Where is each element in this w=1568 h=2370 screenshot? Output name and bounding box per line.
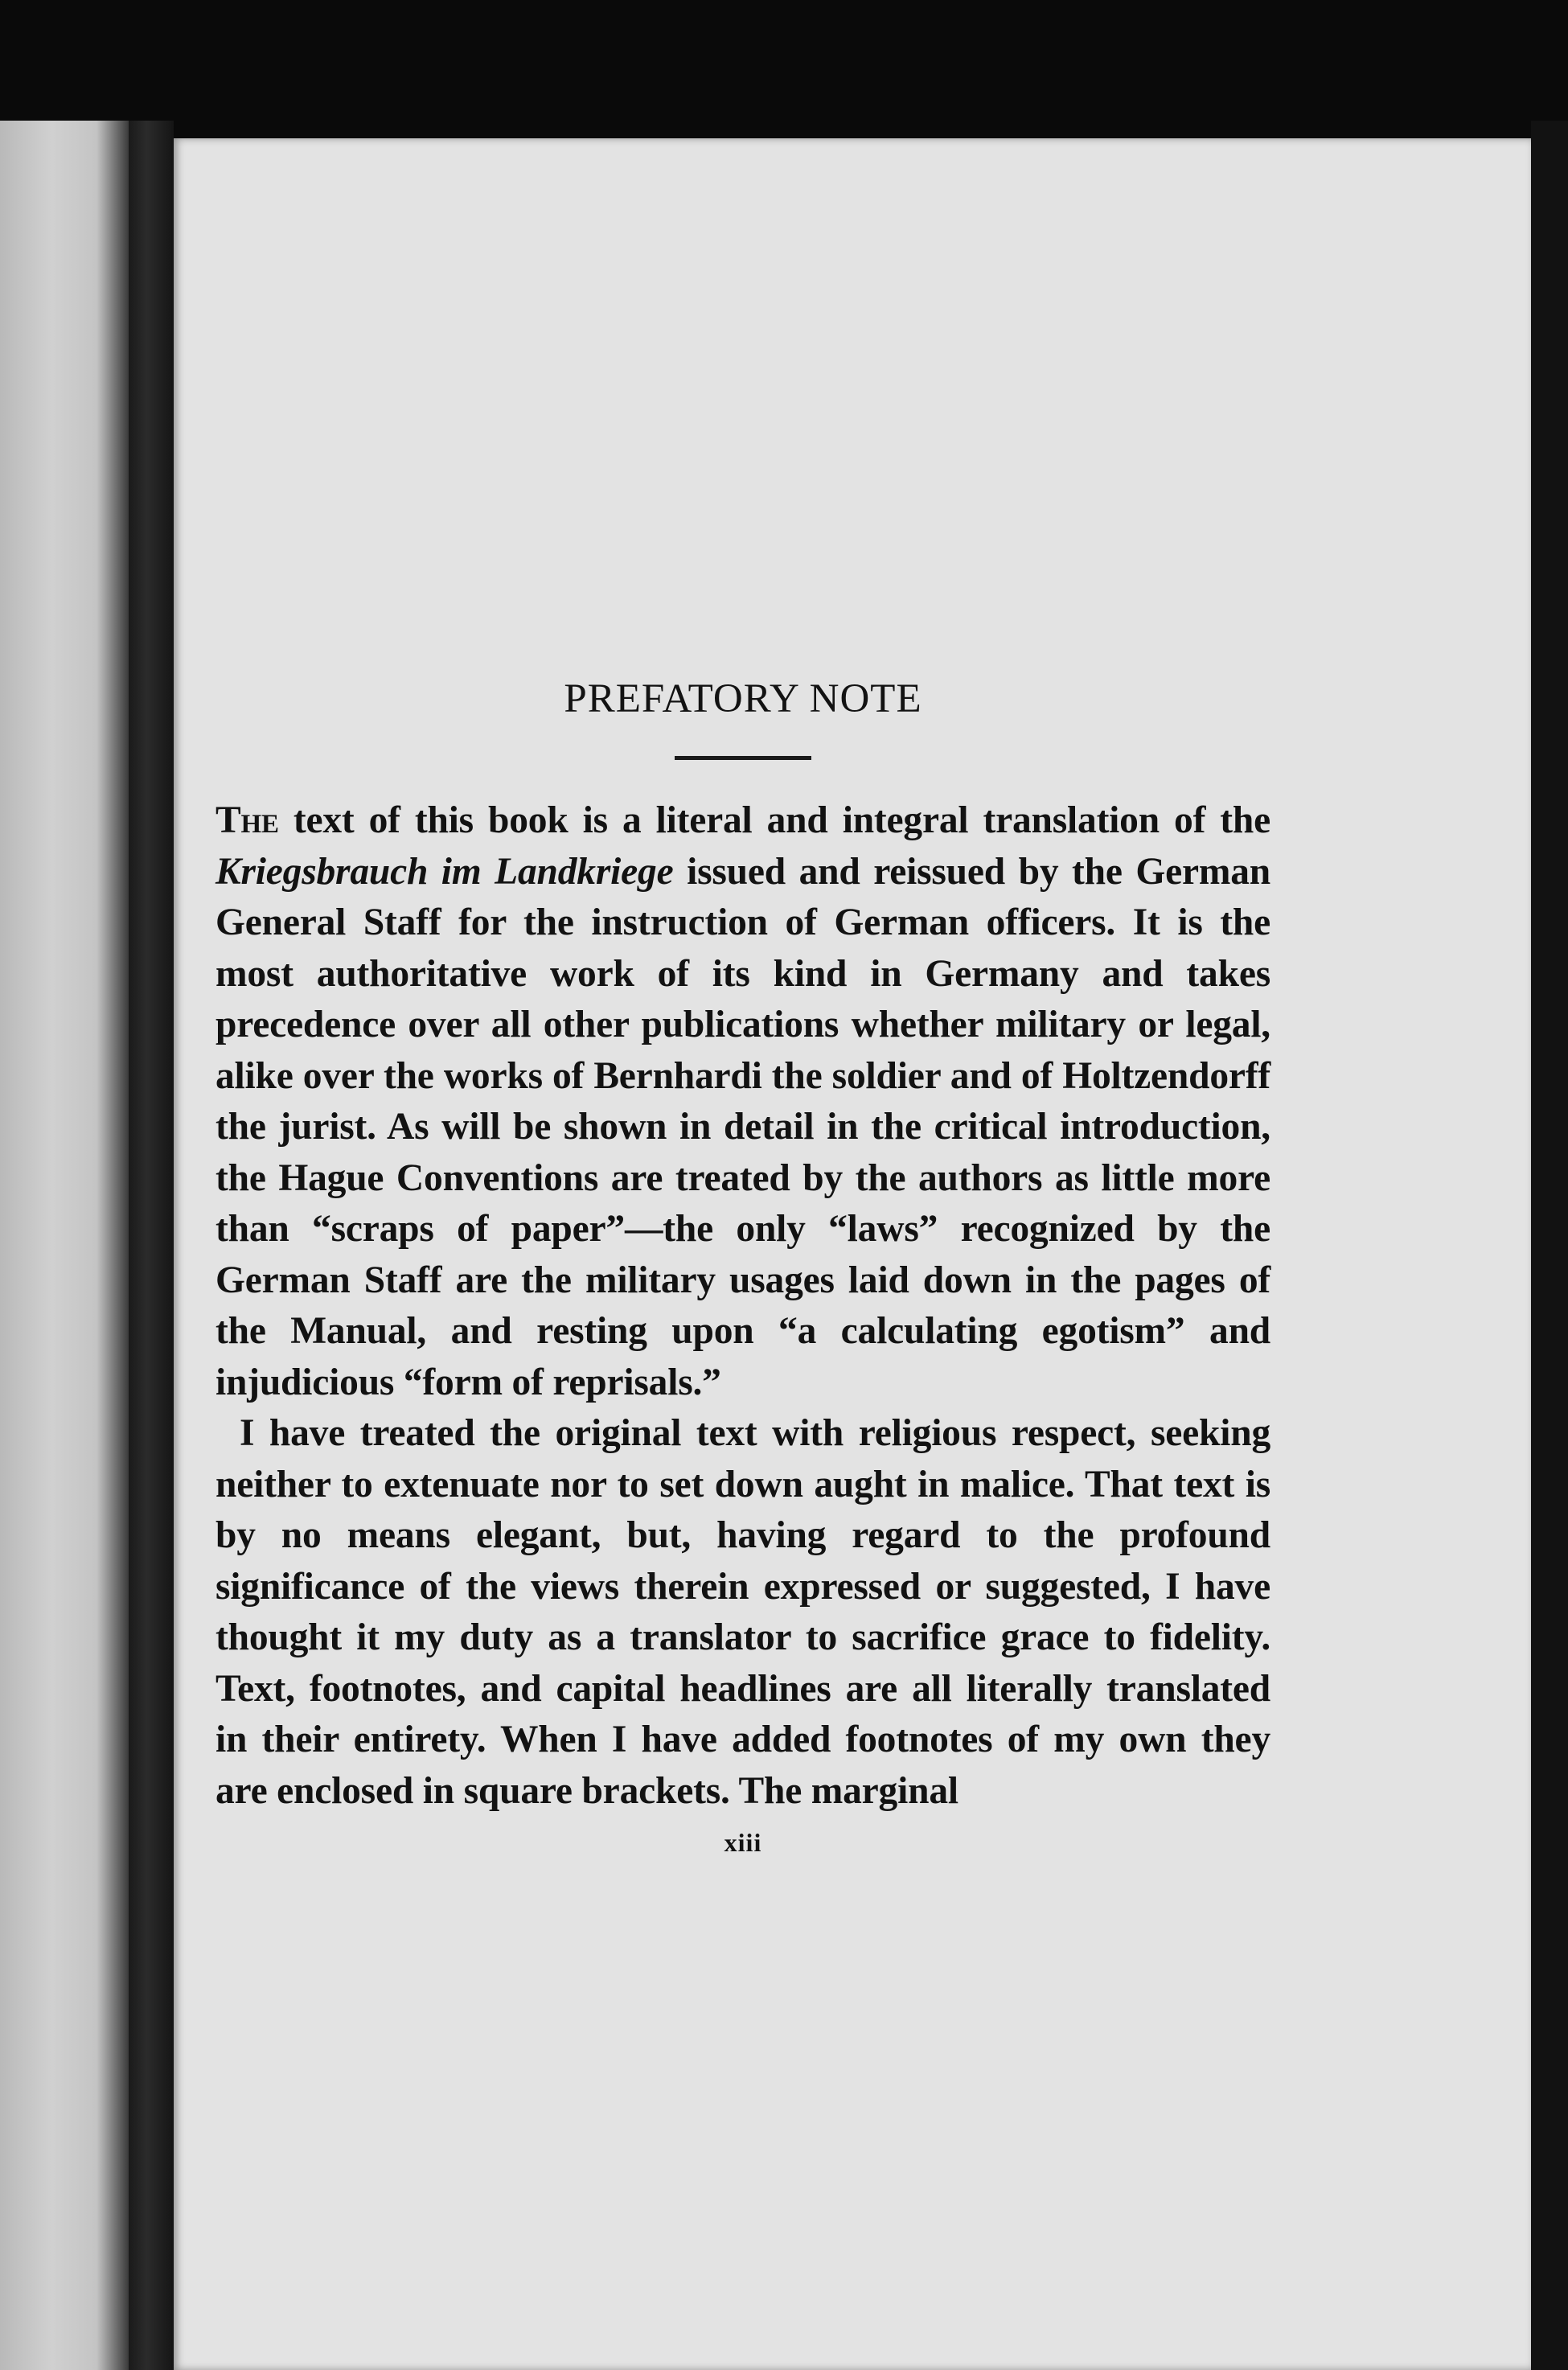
title-rule (675, 756, 811, 760)
paragraph-1-text-a: text of this book is a literal and integral translation of the (278, 799, 1270, 841)
paragraph-1-lead: The (215, 799, 279, 841)
scan-background-right (1531, 121, 1568, 2370)
paragraph-2: I have treated the original text with religious respect, seeking neither to extenuate nor to set down aught in malice. That text is by no means elegant, but, having regard to the profound significance of the views therein expressed or suggested, I have thought it my duty as a translator to sacrifice grace to fidelity. Text, footnotes, and capital headlines are all literally translated in their entirety. When I have added footnotes of my own they are enclosed in square brackets. The marginal (215, 1412, 1270, 1812)
scan-background-top (0, 0, 1568, 138)
book-spine (129, 121, 174, 2370)
paragraph-1 (215, 795, 1270, 1408)
page-number: xiii (724, 1828, 762, 1857)
page-content (215, 676, 1270, 1858)
page-title: PREFATORY NOTE (564, 676, 922, 721)
facing-page-edge (0, 121, 129, 2370)
paragraph-1-text-b: issued and reissued by the German General Staff for the instruction of German officers. It is the most authoritative work of its kind in Germany and takes precedence over all other publications whether military or legal, alike over the works of Bernhardi the soldier and of Holtzendorff the jurist. As will be shown in detail in the critical introduction, the Hague Conventions are treated by the authors as little more than “scraps of paper”—the only “laws” recognized by the German Staff are the military usages laid down in the pages of the Manual, and resting upon “a calculating egotism” and injudicious “form of reprisals.” (215, 850, 1271, 1403)
book-title-italic: Kriegsbrauch im Landkriege (215, 850, 674, 893)
